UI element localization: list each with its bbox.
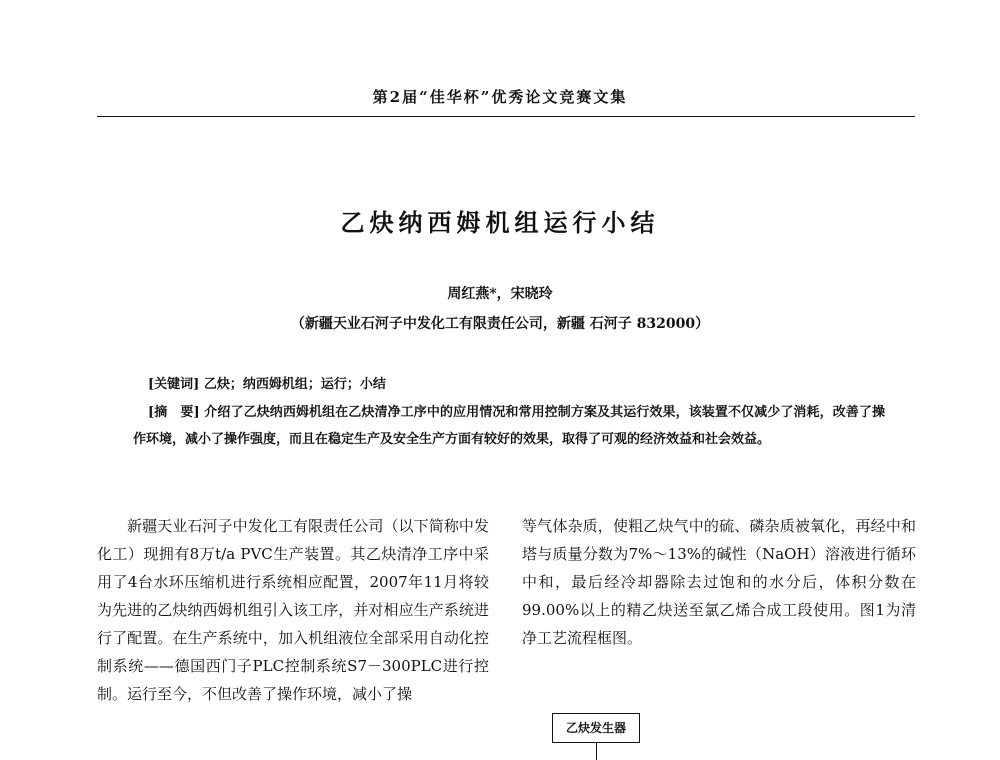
article-title: 乙炔纳西姆机组运行小结	[340, 208, 660, 237]
abstract-block	[133, 399, 885, 453]
keywords-line	[148, 373, 386, 392]
abstract-label: [摘 要]	[148, 405, 200, 420]
keywords-label: [关键词]	[148, 377, 200, 392]
body-left-column: 新疆天业石河子中发化工有限责任公司（以下简称中发化工）现拥有8万t/a PVC生产装置。其乙炔清净工序中采用了4台水环压缩机进行系统相应配置，2007年11月将较为先进的乙炔纳西姆机组引入该工序，并对相应生产系统进行了配置。在生产系统中，加入机组液位全部采用自动化控制系统——德国西门子PLC控制系统S7－300PLC进行控制。运行至今，不但改善了操作环境，减小了操	[97, 517, 489, 703]
flowchart-box-acetylene-generator: 乙炔发生器	[552, 713, 640, 743]
header-rule	[97, 116, 915, 117]
authors: 周红燕*，宋晓玲	[447, 286, 553, 302]
running-head: 第2届“佳华杯”优秀论文竞赛文集	[372, 88, 628, 106]
abstract-text: 介绍了乙炔纳西姆机组在乙炔清净工序中的应用情况和常用控制方案及其运行效果，该装置不仅减少了消耗，改善了操作环境，减小了操作强度，而且在稳定生产及安全生产方面有较好的效果，取得了可观的经济效益和社会效益。	[133, 405, 885, 447]
affiliation: （新疆天业石河子中发化工有限责任公司，新疆 石河子 832000）	[290, 316, 710, 332]
flowchart-connector	[596, 743, 597, 760]
body-right-column: 等气体杂质，使粗乙炔气中的硫、磷杂质被氧化，再经中和塔与质量分数为7%～13%的碱性（NaOH）溶液进行循环中和，最后经冷却器除去过饱和的水分后，体积分数在99.00%以上的精乙炔送至氯乙烯合成工段使用。图1为清净工艺流程框图。	[522, 517, 916, 647]
keywords-text: 乙炔；纳西姆机组；运行；小结	[203, 377, 386, 392]
